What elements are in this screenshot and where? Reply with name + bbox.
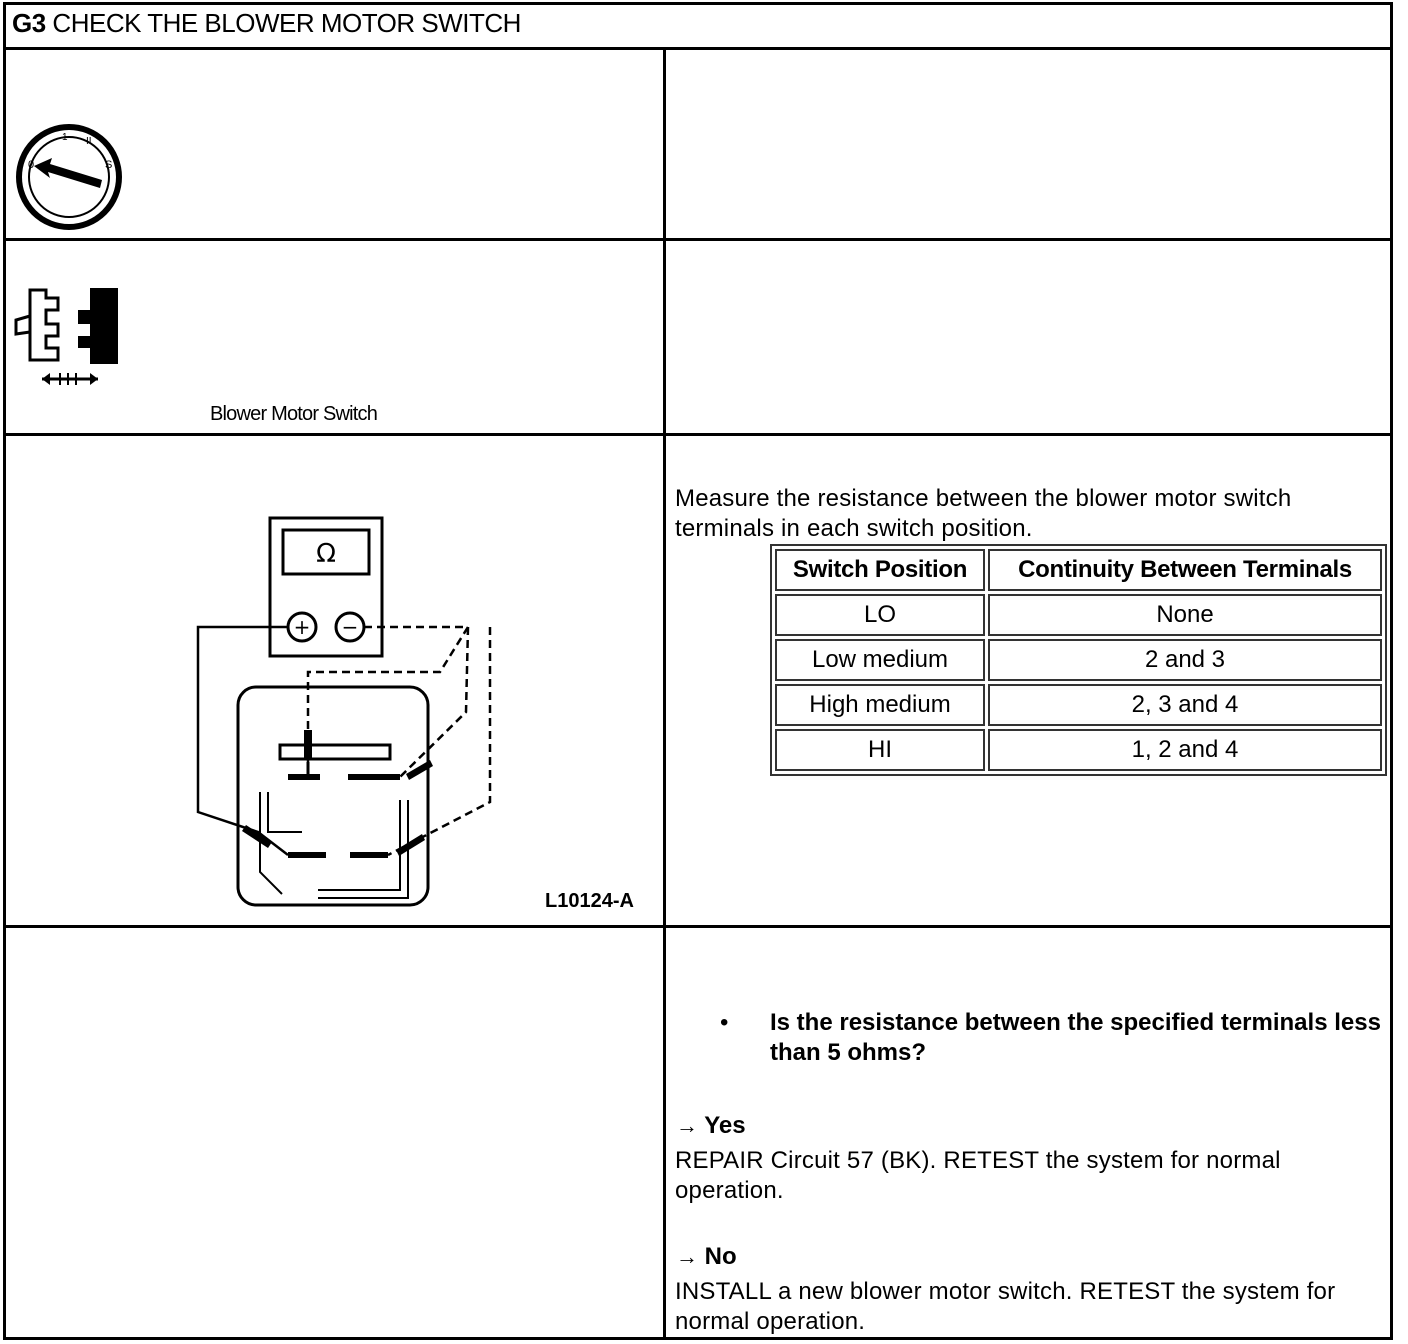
ohm-symbol: Ω [316,539,336,569]
switch-position-cell: High medium [775,684,985,726]
table-header-row [775,549,1382,591]
negative-terminal-icon: − [341,615,359,639]
switch-position-cell: LO [775,594,985,636]
switch-position-cell: Low medium [775,639,985,681]
no-label: No [704,1243,737,1270]
divider [3,47,1393,50]
table-row [775,684,1382,726]
no-action: INSTALL a new blower motor switch. RETEST the system for normal operation. [675,1278,1336,1335]
yes-label: Yes [704,1112,746,1139]
positive-terminal-icon: + [293,615,311,639]
arrow-right-icon: → [676,1113,698,1138]
svg-text:S: S [105,159,113,171]
question-text: Is the resistance between the specified terminals less than 5 ohms? [770,1009,1381,1066]
continuity-cell: None [988,594,1382,636]
divider [3,925,1393,928]
step-title-text: CHECK THE BLOWER MOTOR SWITCH [52,8,521,38]
svg-text:1: 1 [62,132,68,143]
continuity-table [770,544,1387,776]
disconnect-connector-icon [12,286,122,394]
continuity-cell: 2, 3 and 4 [988,684,1382,726]
continuity-cell: 1, 2 and 4 [988,729,1382,771]
bullet-icon: • [720,1009,729,1036]
yes-heading [676,1112,746,1140]
table-row [775,594,1382,636]
column-header: Switch Position [775,549,985,591]
no-heading [676,1243,737,1271]
ohmmeter-diagram [190,512,510,912]
ignition-off-icon [12,122,127,232]
arrow-right-icon: → [676,1244,698,1269]
table-row [775,639,1382,681]
figure-id: L10124-A [545,890,634,912]
svg-text:II: II [86,136,92,147]
connector-label: Blower Motor Switch [210,403,378,425]
measure-instruction: Measure the resistance between the blower motor switch terminals in each switch position. [675,485,1292,542]
step-title [12,8,521,39]
switch-position-cell: HI [775,729,985,771]
yes-action: REPAIR Circuit 57 (BK). RETEST the system for normal operation. [675,1147,1281,1204]
column-header: Continuity Between Terminals [988,549,1382,591]
column-divider [663,50,666,1340]
continuity-cell: 2 and 3 [988,639,1382,681]
divider [3,433,1393,436]
step-code: G3 [12,8,46,38]
table-row [775,729,1382,771]
svg-text:0: 0 [28,159,35,171]
divider [3,238,1393,241]
